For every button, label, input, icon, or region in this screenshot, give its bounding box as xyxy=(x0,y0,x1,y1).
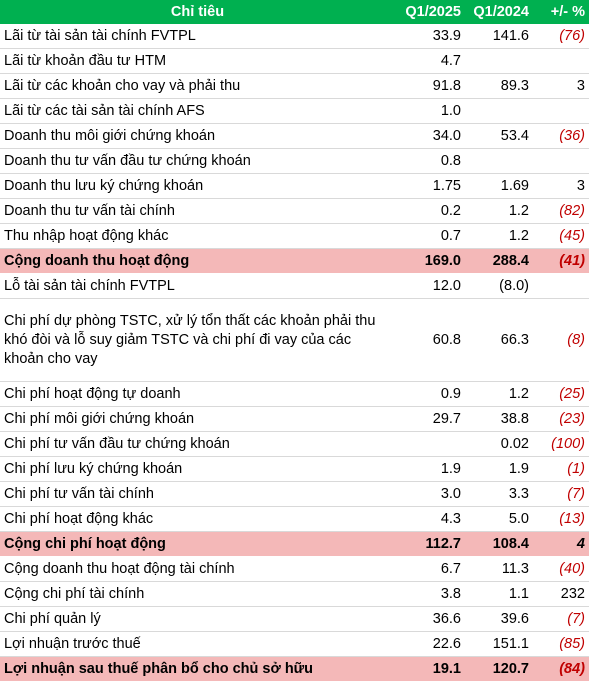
value-q1-2024: 108.4 xyxy=(465,532,533,557)
row-label: Chi phí lưu ký chứng khoán xyxy=(0,457,395,482)
header-q1-2024: Q1/2024 xyxy=(465,0,533,24)
value-q1-2024 xyxy=(465,99,533,124)
table-row xyxy=(0,74,589,99)
value-q1-2025: 91.8 xyxy=(395,74,465,99)
table-row xyxy=(0,482,589,507)
value-change-pct: 3 xyxy=(533,74,589,99)
header-label: Chỉ tiêu xyxy=(0,0,395,24)
row-label: Lãi từ các khoản cho vay và phải thu xyxy=(0,74,395,99)
header-q1-2025: Q1/2025 xyxy=(395,0,465,24)
row-label: Lãi từ khoản đầu tư HTM xyxy=(0,49,395,74)
value-q1-2024 xyxy=(465,149,533,174)
value-q1-2024: 151.1 xyxy=(465,632,533,657)
table-row xyxy=(0,49,589,74)
value-change-pct: (7) xyxy=(533,607,589,632)
value-q1-2024: 0.02 xyxy=(465,432,533,457)
value-change-pct: (85) xyxy=(533,632,589,657)
value-q1-2025: 4.7 xyxy=(395,49,465,74)
value-change-pct: (1) xyxy=(533,457,589,482)
value-q1-2025: 29.7 xyxy=(395,407,465,432)
value-q1-2024: 1.2 xyxy=(465,199,533,224)
value-change-pct: (25) xyxy=(533,382,589,407)
row-label: Lãi từ các tài sản tài chính AFS xyxy=(0,99,395,124)
value-change-pct: (84) xyxy=(533,657,589,682)
row-label: Chi phí tư vấn đầu tư chứng khoán xyxy=(0,432,395,457)
table-row xyxy=(0,407,589,432)
row-label: Lỗ tài sản tài chính FVTPL xyxy=(0,274,395,299)
table-row xyxy=(0,632,589,657)
value-q1-2025: 34.0 xyxy=(395,124,465,149)
row-label: Lãi từ tài sản tài chính FVTPL xyxy=(0,24,395,49)
value-q1-2025: 60.8 xyxy=(395,299,465,382)
row-label: Cộng doanh thu hoạt động xyxy=(0,249,395,274)
value-q1-2025: 19.1 xyxy=(395,657,465,682)
row-label: Chi phí hoạt động khác xyxy=(0,507,395,532)
value-change-pct: 3 xyxy=(533,174,589,199)
total-row xyxy=(0,249,589,274)
value-change-pct: (41) xyxy=(533,249,589,274)
row-label: Chi phí dự phòng TSTC, xử lý tổn thất các khoản phải thu khó đòi và lỗ suy giảm TSTC và chi phí đi vay của các khoản cho vay xyxy=(0,299,395,382)
value-q1-2025: 1.75 xyxy=(395,174,465,199)
value-q1-2024: 1.69 xyxy=(465,174,533,199)
header-change-pct: +/- % xyxy=(533,0,589,24)
value-change-pct xyxy=(533,149,589,174)
value-q1-2025 xyxy=(395,432,465,457)
total-row xyxy=(0,657,589,682)
value-change-pct: (40) xyxy=(533,557,589,582)
table-row xyxy=(0,557,589,582)
value-change-pct xyxy=(533,49,589,74)
value-q1-2024: 1.2 xyxy=(465,382,533,407)
table-row xyxy=(0,24,589,49)
value-q1-2024: 1.9 xyxy=(465,457,533,482)
value-change-pct: (36) xyxy=(533,124,589,149)
row-label: Chi phí quản lý xyxy=(0,607,395,632)
row-label: Lợi nhuận trước thuế xyxy=(0,632,395,657)
value-q1-2025: 0.7 xyxy=(395,224,465,249)
value-q1-2025: 1.9 xyxy=(395,457,465,482)
row-label: Thu nhập hoạt động khác xyxy=(0,224,395,249)
value-q1-2024: 53.4 xyxy=(465,124,533,149)
value-q1-2025: 6.7 xyxy=(395,557,465,582)
row-label: Doanh thu môi giới chứng khoán xyxy=(0,124,395,149)
table-row xyxy=(0,432,589,457)
table-row xyxy=(0,299,589,382)
value-change-pct: (8) xyxy=(533,299,589,382)
table-row xyxy=(0,507,589,532)
value-q1-2024: 1.1 xyxy=(465,582,533,607)
value-q1-2024: 89.3 xyxy=(465,74,533,99)
value-q1-2024: 288.4 xyxy=(465,249,533,274)
table-row xyxy=(0,224,589,249)
table-row xyxy=(0,199,589,224)
table-row xyxy=(0,99,589,124)
value-q1-2025: 0.8 xyxy=(395,149,465,174)
table-row xyxy=(0,174,589,199)
table-row xyxy=(0,149,589,174)
value-q1-2024: (8.0) xyxy=(465,274,533,299)
value-q1-2025: 1.0 xyxy=(395,99,465,124)
value-change-pct: (13) xyxy=(533,507,589,532)
value-q1-2025: 36.6 xyxy=(395,607,465,632)
value-change-pct: (7) xyxy=(533,482,589,507)
table-row xyxy=(0,274,589,299)
header-row xyxy=(0,0,589,24)
value-q1-2024: 3.3 xyxy=(465,482,533,507)
row-label: Doanh thu lưu ký chứng khoán xyxy=(0,174,395,199)
row-label: Chi phí môi giới chứng khoán xyxy=(0,407,395,432)
value-q1-2024: 120.7 xyxy=(465,657,533,682)
value-q1-2024: 5.0 xyxy=(465,507,533,532)
value-change-pct: (23) xyxy=(533,407,589,432)
table-row xyxy=(0,457,589,482)
value-q1-2025: 33.9 xyxy=(395,24,465,49)
value-change-pct: (76) xyxy=(533,24,589,49)
value-q1-2024: 11.3 xyxy=(465,557,533,582)
total-row xyxy=(0,532,589,557)
value-change-pct xyxy=(533,99,589,124)
row-label: Chi phí tư vấn tài chính xyxy=(0,482,395,507)
value-change-pct: (82) xyxy=(533,199,589,224)
value-change-pct: (45) xyxy=(533,224,589,249)
value-q1-2024: 66.3 xyxy=(465,299,533,382)
value-q1-2025: 0.2 xyxy=(395,199,465,224)
table-row xyxy=(0,382,589,407)
value-q1-2024: 39.6 xyxy=(465,607,533,632)
value-q1-2025: 22.6 xyxy=(395,632,465,657)
row-label: Chi phí hoạt động tự doanh xyxy=(0,382,395,407)
row-label: Doanh thu tư vấn đầu tư chứng khoán xyxy=(0,149,395,174)
row-label: Lợi nhuận sau thuế phân bổ cho chủ sở hữu xyxy=(0,657,395,682)
value-q1-2025: 12.0 xyxy=(395,274,465,299)
value-q1-2025: 3.8 xyxy=(395,582,465,607)
value-change-pct: (100) xyxy=(533,432,589,457)
value-change-pct: 232 xyxy=(533,582,589,607)
row-label: Doanh thu tư vấn tài chính xyxy=(0,199,395,224)
value-q1-2025: 112.7 xyxy=(395,532,465,557)
value-q1-2025: 0.9 xyxy=(395,382,465,407)
row-label: Cộng chi phí tài chính xyxy=(0,582,395,607)
value-q1-2024: 141.6 xyxy=(465,24,533,49)
table-row xyxy=(0,582,589,607)
value-q1-2024 xyxy=(465,49,533,74)
table-body xyxy=(0,24,589,682)
table-row xyxy=(0,607,589,632)
value-change-pct xyxy=(533,274,589,299)
row-label: Cộng chi phí hoạt động xyxy=(0,532,395,557)
value-change-pct: 4 xyxy=(533,532,589,557)
value-q1-2025: 3.0 xyxy=(395,482,465,507)
table-row xyxy=(0,124,589,149)
row-label: Cộng doanh thu hoạt động tài chính xyxy=(0,557,395,582)
value-q1-2024: 1.2 xyxy=(465,224,533,249)
value-q1-2025: 169.0 xyxy=(395,249,465,274)
value-q1-2025: 4.3 xyxy=(395,507,465,532)
value-q1-2024: 38.8 xyxy=(465,407,533,432)
